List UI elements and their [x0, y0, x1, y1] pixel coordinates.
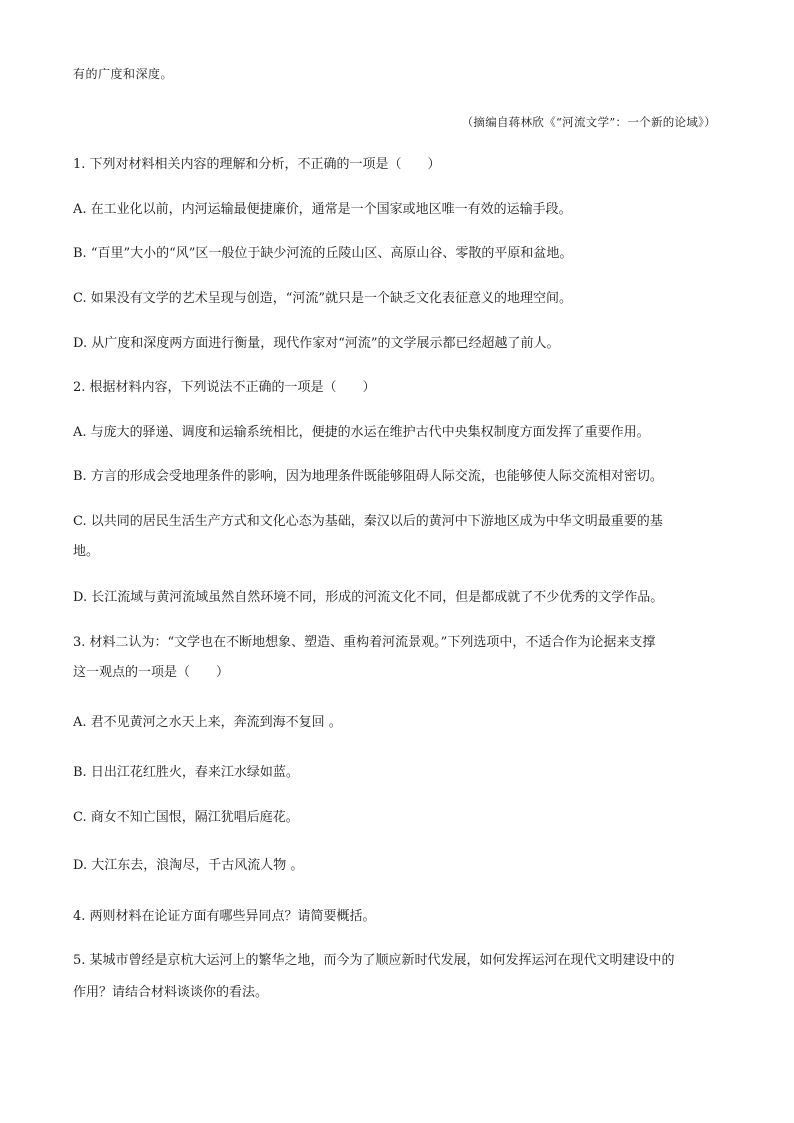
question-2-option-c: C. 以共同的居民生活生产方式和文化心态为基础，秦汉以后的黄河中下游地区成为中华文明最重要的基	[73, 514, 663, 529]
question-1-stem: 1. 下列对材料相关内容的理解和分析，不正确的一项是（ ）	[73, 157, 441, 172]
source-citation: （摘编自蒋林欣《“河流文学”：一个新的论域》）	[461, 115, 716, 129]
question-2-option-c-continued: 地。	[73, 544, 100, 559]
question-3-stem: 3. 材料二认为：“文学也在不断地想象、塑造、重构着河流景观。”下列选项中，不适合作为论据来支撑	[73, 635, 656, 650]
question-3-option-a: A. 君不见黄河之水天上来，奔流到海不复回 。	[73, 715, 342, 730]
passage-end-text: 有的广度和深度。	[73, 67, 174, 81]
question-3-option-d: D. 大江东去，浪淘尽，千古风流人物 。	[73, 858, 304, 873]
question-1-option-a: A. 在工业化以前，内河运输最便捷廉价，通常是一个国家或地区唯一有效的运输手段。	[73, 202, 572, 217]
question-2-option-a: A. 与庞大的驿递、调度和运输系统相比，便捷的水运在维护古代中央集权制度方面发挥了重要作用。	[73, 425, 650, 440]
question-1-option-c: C. 如果没有文学的艺术呈现与创造，“河流”就只是一个缺乏文化表征意义的地理空间。	[73, 291, 573, 306]
question-2-option-b: B. 方言的形成会受地理条件的影响，因为地理条件既能够阻碍人际交流，也能够使人际交流相对密切。	[73, 469, 663, 484]
question-2-stem: 2. 根据材料内容，下列说法不正确的一项是（ ）	[73, 380, 376, 395]
question-3-option-c: C. 商女不知亡国恨，隔江犹唱后庭花。	[73, 810, 299, 825]
question-2-option-d: D. 长江流域与黄河流域虽然自然环境不同，形成的河流文化不同，但是都成就了不少优秀的文学作品。	[73, 590, 664, 605]
question-1-option-d: D. 从广度和深度两方面进行衡量，现代作家对“河流”的文学展示都已经超越了前人。	[73, 336, 560, 351]
question-3-option-b: B. 日出江花红胜火，春来江水绿如蓝。	[73, 765, 299, 780]
question-5-stem: 5. 某城市曾经是京杭大运河上的繁华之地，而今为了顺应新时代发展，如何发挥运河在现代文明建设中的	[73, 953, 675, 968]
question-5-stem-continued: 作用？请结合材料谈谈你的看法。	[73, 985, 269, 1000]
question-3-stem-continued: 这一观点的一项是（ ）	[73, 665, 230, 680]
question-1-option-b: B. “百里”大小的“风”区一般位于缺少河流的丘陵山区、高原山谷、零散的平原和盆地。	[73, 246, 573, 261]
question-4-stem: 4. 两则材料在论证方面有哪些异同点？请简要概括。	[73, 909, 376, 924]
